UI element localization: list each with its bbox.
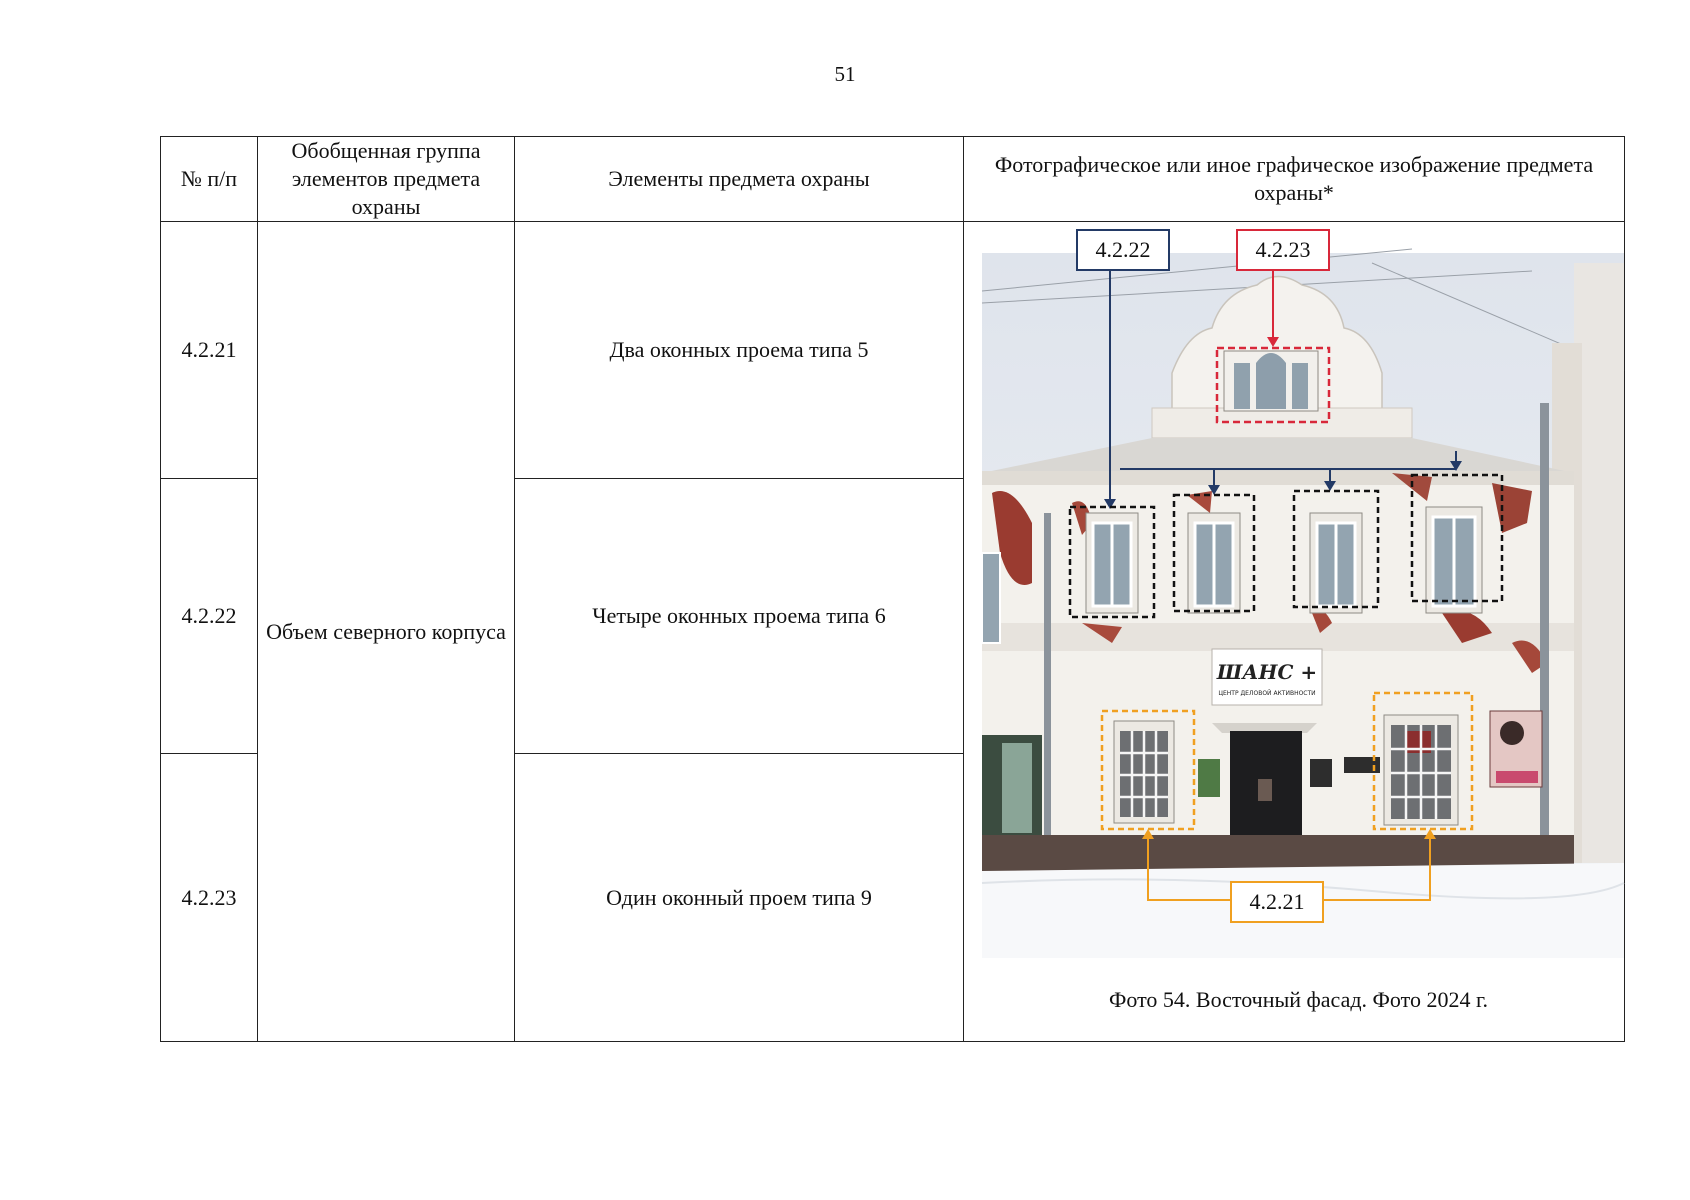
drainpipe — [1540, 403, 1549, 863]
header-elements: Элементы предмета охраны — [515, 137, 964, 222]
element-cell: Четыре оконных проема типа 6 — [515, 479, 964, 754]
photo-cell — [964, 222, 1625, 1042]
upper-window — [1426, 507, 1482, 613]
plaque — [1198, 759, 1220, 797]
sign-subtitle: ЦЕНТР ДЕЛОВОЙ АКТИВНОСТИ — [1218, 690, 1316, 697]
upper-window — [1086, 513, 1138, 613]
row-number: 4.2.23 — [161, 754, 258, 1042]
sign-title: ШАНС + — [1216, 660, 1318, 684]
page-number: 51 — [834, 62, 856, 86]
lower-window — [1114, 721, 1174, 823]
header-image: Фотографическое или иное графическое изображение предмета охраны* — [964, 137, 1625, 222]
tag-4-2-22: 4.2.22 — [1076, 229, 1170, 271]
element-cell: Два оконных проема типа 5 — [515, 222, 964, 479]
group-cell: Объем северного корпуса — [258, 222, 515, 1042]
lower-window — [1384, 715, 1458, 825]
row-number: 4.2.22 — [161, 479, 258, 754]
photo-caption: Фото 54. Восточный фасад. Фото 2024 г. — [1108, 987, 1489, 1012]
protection-table — [160, 136, 1625, 1042]
upper-window — [1310, 513, 1362, 613]
upper-window — [1188, 513, 1240, 613]
tag-4-2-23: 4.2.23 — [1236, 229, 1330, 271]
tag-4-2-21: 4.2.21 — [1230, 881, 1324, 923]
row-number: 4.2.21 — [161, 222, 258, 479]
header-num: № п/п — [161, 137, 258, 222]
photo-container — [972, 223, 1625, 1040]
table-header-row — [161, 137, 1625, 222]
table-row — [161, 222, 1625, 479]
header-group: Обобщенная группа элементов предмета охраны — [258, 137, 515, 222]
element-cell: Один оконный проем типа 9 — [515, 754, 964, 1042]
